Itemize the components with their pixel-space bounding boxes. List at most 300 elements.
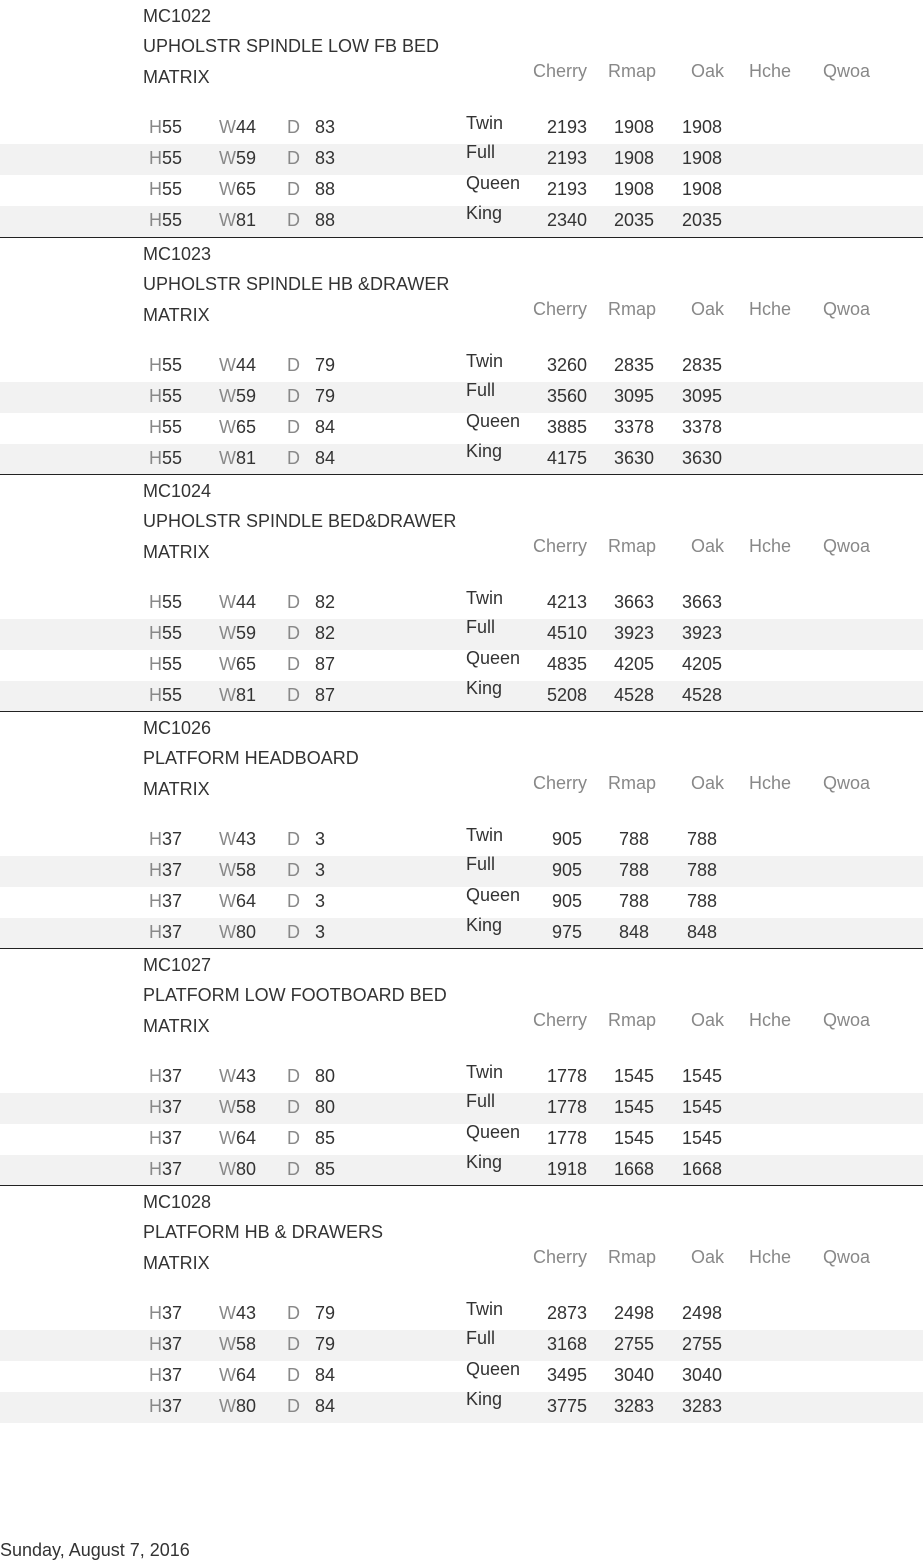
dimension-depth-value: 3 — [315, 829, 326, 849]
product-matrix-label: MATRIX — [143, 1016, 210, 1036]
dimension-depth-value: 84 — [315, 417, 336, 437]
dimension-depth-value: 79 — [315, 1334, 336, 1354]
dimension-width-label: W — [219, 417, 236, 437]
dimension-height — [149, 148, 182, 169]
dimension-depth-value: 79 — [315, 355, 336, 375]
dimension-width-value: 59 — [236, 623, 257, 643]
dimension-depth-label: D — [287, 1066, 300, 1086]
dimension-width-label: W — [219, 922, 236, 942]
dimension-width-label: W — [219, 891, 236, 911]
table-row — [0, 915, 923, 949]
dimension-width-value: 44 — [236, 117, 257, 137]
dimension-height-value: 55 — [162, 148, 183, 168]
dimension-width — [219, 860, 256, 881]
dimension-height-value: 37 — [162, 1396, 183, 1416]
dimension-height-label: H — [149, 592, 162, 612]
dimension-width-label: W — [219, 210, 236, 230]
product-block — [0, 1185, 923, 1423]
dimension-width-value: 65 — [236, 417, 257, 437]
bed-size: Queen — [466, 411, 521, 431]
dimension-depth-value: 82 — [315, 592, 336, 612]
dimension-width-value: 81 — [236, 685, 257, 705]
dimension-height-label: H — [149, 1066, 162, 1086]
column-header-oak: Oak — [691, 1247, 725, 1267]
footer-date: Sunday, August 7, 2016 — [0, 1540, 190, 1560]
product-block — [0, 474, 923, 712]
dimension-depth-label: D — [287, 829, 300, 849]
dimension-depth — [287, 922, 325, 943]
column-header-cherry: Cherry — [533, 1247, 588, 1267]
dimension-width-value: 80 — [236, 922, 257, 942]
dimension-width-value: 44 — [236, 592, 257, 612]
bed-size: Twin — [466, 1299, 504, 1319]
dimension-depth — [287, 117, 335, 138]
dimension-width-label: W — [219, 592, 236, 612]
column-header-rmap: Rmap — [608, 1247, 657, 1267]
price-cherry: 3495 — [546, 1365, 588, 1385]
column-header-oak: Oak — [691, 61, 725, 81]
dimension-width-label: W — [219, 1097, 236, 1117]
price-oak: 4528 — [681, 685, 723, 705]
dimension-depth-label: D — [287, 860, 300, 880]
dimension-depth — [287, 179, 335, 200]
column-header-hche: Hche — [749, 536, 792, 556]
product-name: PLATFORM HB & DRAWERS — [143, 1222, 384, 1242]
bed-size: Full — [466, 380, 496, 400]
product-matrix-label: MATRIX — [143, 542, 210, 562]
bed-size: Queen — [466, 1122, 521, 1142]
column-header-rmap: Rmap — [608, 773, 657, 793]
product-name: UPHOLSTR SPINDLE BED&DRAWER — [143, 511, 457, 531]
dimension-depth-label: D — [287, 386, 300, 406]
dimension-height — [149, 417, 182, 438]
column-header-oak: Oak — [691, 1010, 725, 1030]
dimension-height-label: H — [149, 117, 162, 137]
price-cherry: 4213 — [546, 592, 588, 612]
dimension-height-label: H — [149, 1159, 162, 1179]
price-oak: 788 — [686, 829, 718, 849]
dimension-width — [219, 179, 256, 200]
price-rmap: 1545 — [613, 1066, 655, 1086]
price-oak: 848 — [686, 922, 718, 942]
bed-size: Full — [466, 617, 496, 637]
table-row — [0, 1299, 923, 1330]
price-cherry: 2193 — [546, 179, 588, 199]
dimension-depth — [287, 1303, 335, 1324]
price-cherry: 3260 — [546, 355, 588, 375]
product-code: MC1026 — [143, 718, 212, 738]
table-row — [0, 650, 923, 681]
price-oak: 1668 — [681, 1159, 723, 1179]
product-matrix-label: MATRIX — [143, 305, 210, 325]
column-header-rmap: Rmap — [608, 1010, 657, 1030]
dimension-height-label: H — [149, 1128, 162, 1148]
dimension-depth — [287, 1334, 335, 1355]
price-rmap: 1668 — [613, 1159, 655, 1179]
dimension-width — [219, 355, 256, 376]
dimension-width-label: W — [219, 623, 236, 643]
dimension-height — [149, 1128, 182, 1149]
dimension-height-value: 37 — [162, 860, 183, 880]
dimension-height-label: H — [149, 623, 162, 643]
bed-size: Full — [466, 142, 496, 162]
bed-size: King — [466, 1152, 503, 1172]
bed-size: King — [466, 1389, 503, 1409]
dimension-width — [219, 1128, 256, 1149]
dimension-depth — [287, 829, 325, 850]
dimension-width-value: 65 — [236, 654, 257, 674]
dimension-height — [149, 355, 182, 376]
dimension-width — [219, 210, 256, 231]
dimension-height — [149, 1097, 182, 1118]
dimension-depth-value: 83 — [315, 148, 336, 168]
dimension-height — [149, 1334, 182, 1355]
dimension-height-label: H — [149, 355, 162, 375]
dimension-height-label: H — [149, 922, 162, 942]
price-cherry: 2193 — [546, 117, 588, 137]
dimension-depth — [287, 448, 335, 469]
price-cherry: 2340 — [546, 210, 588, 230]
dimension-height — [149, 1066, 182, 1087]
dimension-width-value: 59 — [236, 148, 257, 168]
price-oak: 3630 — [681, 448, 723, 468]
column-header-qwoa: Qwoa — [823, 61, 871, 81]
dimension-height-label: H — [149, 685, 162, 705]
dimension-height — [149, 654, 182, 675]
dimension-height-label: H — [149, 417, 162, 437]
price-oak: 3283 — [681, 1396, 723, 1416]
price-oak: 2835 — [681, 355, 723, 375]
dimension-width-value: 44 — [236, 355, 257, 375]
column-header-cherry: Cherry — [533, 1010, 588, 1030]
dimension-height-value: 37 — [162, 1365, 183, 1385]
dimension-height-label: H — [149, 448, 162, 468]
dimension-height-value: 55 — [162, 417, 183, 437]
dimension-depth-label: D — [287, 1396, 300, 1416]
dimension-depth-label: D — [287, 654, 300, 674]
table-row — [0, 1361, 923, 1392]
price-oak: 788 — [686, 860, 718, 880]
dimension-depth-label: D — [287, 417, 300, 437]
dimension-height-label: H — [149, 891, 162, 911]
product-code: MC1022 — [143, 6, 212, 26]
table-row — [0, 678, 923, 712]
dimension-width-label: W — [219, 654, 236, 674]
bed-size: Twin — [466, 351, 504, 371]
price-rmap: 2755 — [613, 1334, 655, 1354]
price-rmap: 1545 — [613, 1097, 655, 1117]
product-code: MC1027 — [143, 955, 212, 975]
dimension-depth — [287, 654, 335, 675]
dimension-width — [219, 891, 256, 912]
dimension-height-value: 37 — [162, 1097, 183, 1117]
price-cherry: 4510 — [546, 623, 588, 643]
dimension-width-value: 43 — [236, 1066, 257, 1086]
dimension-height-value: 37 — [162, 1159, 183, 1179]
dimension-depth-label: D — [287, 1365, 300, 1385]
price-oak: 788 — [686, 891, 718, 911]
dimension-height-value: 37 — [162, 1128, 183, 1148]
price-oak: 1908 — [681, 117, 723, 137]
product-block — [0, 0, 923, 237]
price-oak: 1545 — [681, 1097, 723, 1117]
price-rmap: 3663 — [613, 592, 655, 612]
dimension-height-value: 55 — [162, 210, 183, 230]
dimension-height-value: 55 — [162, 355, 183, 375]
dimension-width-value: 80 — [236, 1396, 257, 1416]
price-rmap: 3283 — [613, 1396, 655, 1416]
dimension-depth-value: 85 — [315, 1159, 336, 1179]
dimension-depth-value: 83 — [315, 117, 336, 137]
product-block — [0, 711, 923, 949]
price-cherry: 1778 — [546, 1097, 588, 1117]
bed-size: Queen — [466, 648, 521, 668]
dimension-depth-label: D — [287, 179, 300, 199]
dimension-height-label: H — [149, 654, 162, 674]
dimension-depth-value: 79 — [315, 386, 336, 406]
table-row — [0, 203, 923, 237]
product-name: UPHOLSTR SPINDLE HB &DRAWER — [143, 274, 450, 294]
price-rmap: 1908 — [613, 179, 655, 199]
dimension-depth — [287, 592, 335, 613]
bed-size: Full — [466, 1091, 496, 1111]
dimension-width-label: W — [219, 448, 236, 468]
price-rmap: 3923 — [613, 623, 655, 643]
price-rmap: 1908 — [613, 148, 655, 168]
price-cherry: 1778 — [546, 1128, 588, 1148]
bed-size: King — [466, 441, 503, 461]
dimension-depth — [287, 685, 335, 706]
dimension-depth-label: D — [287, 148, 300, 168]
bed-size: Twin — [466, 1062, 504, 1082]
dimension-height — [149, 1365, 182, 1386]
column-header-cherry: Cherry — [533, 773, 588, 793]
dimension-width-label: W — [219, 1334, 236, 1354]
column-header-oak: Oak — [691, 773, 725, 793]
dimension-depth — [287, 148, 335, 169]
price-cherry: 3560 — [546, 386, 588, 406]
dimension-width — [219, 117, 256, 138]
price-rmap: 788 — [618, 829, 650, 849]
product-code: MC1028 — [143, 1192, 212, 1212]
price-cherry: 4175 — [546, 448, 588, 468]
price-rmap: 3630 — [613, 448, 655, 468]
price-oak: 1908 — [681, 179, 723, 199]
dimension-depth — [287, 1066, 335, 1087]
table-row — [0, 113, 923, 144]
dimension-width — [219, 592, 256, 613]
dimension-width — [219, 1334, 256, 1355]
dimension-height-value: 55 — [162, 448, 183, 468]
price-rmap: 788 — [618, 860, 650, 880]
product-block — [0, 948, 923, 1186]
table-row — [0, 144, 923, 175]
dimension-height-label: H — [149, 1303, 162, 1323]
dimension-width — [219, 623, 256, 644]
dimension-height-label: H — [149, 829, 162, 849]
dimension-depth-value: 87 — [315, 685, 336, 705]
dimension-height — [149, 117, 182, 138]
bed-size: Full — [466, 854, 496, 874]
bed-size: Queen — [466, 885, 521, 905]
table-row — [0, 825, 923, 856]
table-row — [0, 1093, 923, 1124]
dimension-depth-value: 82 — [315, 623, 336, 643]
price-oak: 3923 — [681, 623, 723, 643]
column-header-qwoa: Qwoa — [823, 299, 871, 319]
dimension-height-value: 37 — [162, 829, 183, 849]
product-name: UPHOLSTR SPINDLE LOW FB BED — [143, 36, 440, 56]
dimension-width-label: W — [219, 355, 236, 375]
table-row — [0, 887, 923, 918]
dimension-width — [219, 1159, 256, 1180]
dimension-width — [219, 829, 256, 850]
dimension-depth — [287, 1128, 335, 1149]
dimension-height — [149, 448, 182, 469]
table-row — [0, 1330, 923, 1361]
dimension-height-label: H — [149, 386, 162, 406]
dimension-depth-label: D — [287, 117, 300, 137]
dimension-width-value: 58 — [236, 860, 257, 880]
dimension-height — [149, 922, 182, 943]
dimension-height-label: H — [149, 1334, 162, 1354]
dimension-width-value: 58 — [236, 1097, 257, 1117]
dimension-width-label: W — [219, 860, 236, 880]
dimension-width — [219, 1396, 256, 1417]
column-header-qwoa: Qwoa — [823, 536, 871, 556]
price-rmap: 2035 — [613, 210, 655, 230]
dimension-depth — [287, 1365, 335, 1386]
dimension-height-label: H — [149, 1396, 162, 1416]
dimension-depth-value: 79 — [315, 1303, 336, 1323]
price-rmap: 2835 — [613, 355, 655, 375]
column-header-hche: Hche — [749, 773, 792, 793]
column-header-qwoa: Qwoa — [823, 1247, 871, 1267]
dimension-height — [149, 1303, 182, 1324]
dimension-depth-label: D — [287, 891, 300, 911]
table-row — [0, 441, 923, 475]
price-cherry: 2193 — [546, 148, 588, 168]
dimension-width-value: 43 — [236, 1303, 257, 1323]
price-oak: 1545 — [681, 1128, 723, 1148]
dimension-depth — [287, 417, 335, 438]
dimension-height-value: 37 — [162, 1334, 183, 1354]
price-cherry: 1778 — [546, 1066, 588, 1086]
dimension-depth — [287, 860, 325, 881]
dimension-width-label: W — [219, 148, 236, 168]
dimension-width-label: W — [219, 829, 236, 849]
table-row — [0, 619, 923, 650]
dimension-depth-label: D — [287, 685, 300, 705]
product-code: MC1024 — [143, 481, 212, 501]
dimension-depth-label: D — [287, 355, 300, 375]
dimension-depth — [287, 891, 325, 912]
table-row — [0, 413, 923, 444]
dimension-depth-label: D — [287, 623, 300, 643]
dimension-width-label: W — [219, 386, 236, 406]
price-cherry: 975 — [551, 922, 583, 942]
dimension-height-label: H — [149, 148, 162, 168]
dimension-width — [219, 148, 256, 169]
dimension-width — [219, 1303, 256, 1324]
price-cherry: 905 — [551, 891, 583, 911]
price-oak: 4205 — [681, 654, 723, 674]
bed-size: Twin — [466, 588, 504, 608]
dimension-height — [149, 210, 182, 231]
table-row — [0, 856, 923, 887]
dimension-height — [149, 891, 182, 912]
dimension-height-value: 37 — [162, 1303, 183, 1323]
price-oak: 1908 — [681, 148, 723, 168]
dimension-depth-value: 3 — [315, 891, 326, 911]
dimension-depth — [287, 623, 335, 644]
dimension-width-value: 64 — [236, 1128, 257, 1148]
product-name: PLATFORM LOW FOOTBOARD BED — [143, 985, 447, 1005]
bed-size: Queen — [466, 1359, 521, 1379]
dimension-depth-label: D — [287, 592, 300, 612]
dimension-width — [219, 1365, 256, 1386]
column-header-hche: Hche — [749, 1010, 792, 1030]
price-oak: 3663 — [681, 592, 723, 612]
column-header-hche: Hche — [749, 1247, 792, 1267]
dimension-depth-value: 84 — [315, 1396, 336, 1416]
dimension-height-value: 55 — [162, 654, 183, 674]
dimension-width-label: W — [219, 685, 236, 705]
column-header-cherry: Cherry — [533, 61, 588, 81]
price-rmap: 4205 — [613, 654, 655, 674]
dimension-depth-value: 84 — [315, 448, 336, 468]
dimension-width-label: W — [219, 1159, 236, 1179]
dimension-height — [149, 860, 182, 881]
price-cherry: 2873 — [546, 1303, 588, 1323]
dimension-height-label: H — [149, 210, 162, 230]
table-row — [0, 588, 923, 619]
product-code: MC1023 — [143, 244, 212, 264]
product-matrix-label: MATRIX — [143, 67, 210, 87]
dimension-depth-label: D — [287, 1334, 300, 1354]
column-header-qwoa: Qwoa — [823, 773, 871, 793]
dimension-depth — [287, 1396, 335, 1417]
dimension-depth-value: 85 — [315, 1128, 336, 1148]
dimension-height — [149, 685, 182, 706]
product-matrix-label: MATRIX — [143, 1253, 210, 1273]
product-name: PLATFORM HEADBOARD — [143, 748, 359, 768]
price-oak: 3095 — [681, 386, 723, 406]
dimension-height — [149, 386, 182, 407]
dimension-depth — [287, 386, 335, 407]
table-row — [0, 382, 923, 413]
dimension-height — [149, 623, 182, 644]
price-oak: 2035 — [681, 210, 723, 230]
dimension-depth — [287, 210, 335, 231]
dimension-depth-value: 87 — [315, 654, 336, 674]
dimension-width-label: W — [219, 179, 236, 199]
bed-size: King — [466, 203, 503, 223]
bed-size: Twin — [466, 113, 504, 133]
dimension-width-value: 59 — [236, 386, 257, 406]
bed-size: Full — [466, 1328, 496, 1348]
dimension-height — [149, 592, 182, 613]
dimension-depth-value: 84 — [315, 1365, 336, 1385]
column-header-oak: Oak — [691, 299, 725, 319]
dimension-height-value: 55 — [162, 592, 183, 612]
dimension-width-label: W — [219, 1303, 236, 1323]
dimension-depth-label: D — [287, 922, 300, 942]
dimension-width-value: 58 — [236, 1334, 257, 1354]
dimension-height-value: 55 — [162, 117, 183, 137]
price-oak: 3040 — [681, 1365, 723, 1385]
dimension-width-value: 64 — [236, 891, 257, 911]
